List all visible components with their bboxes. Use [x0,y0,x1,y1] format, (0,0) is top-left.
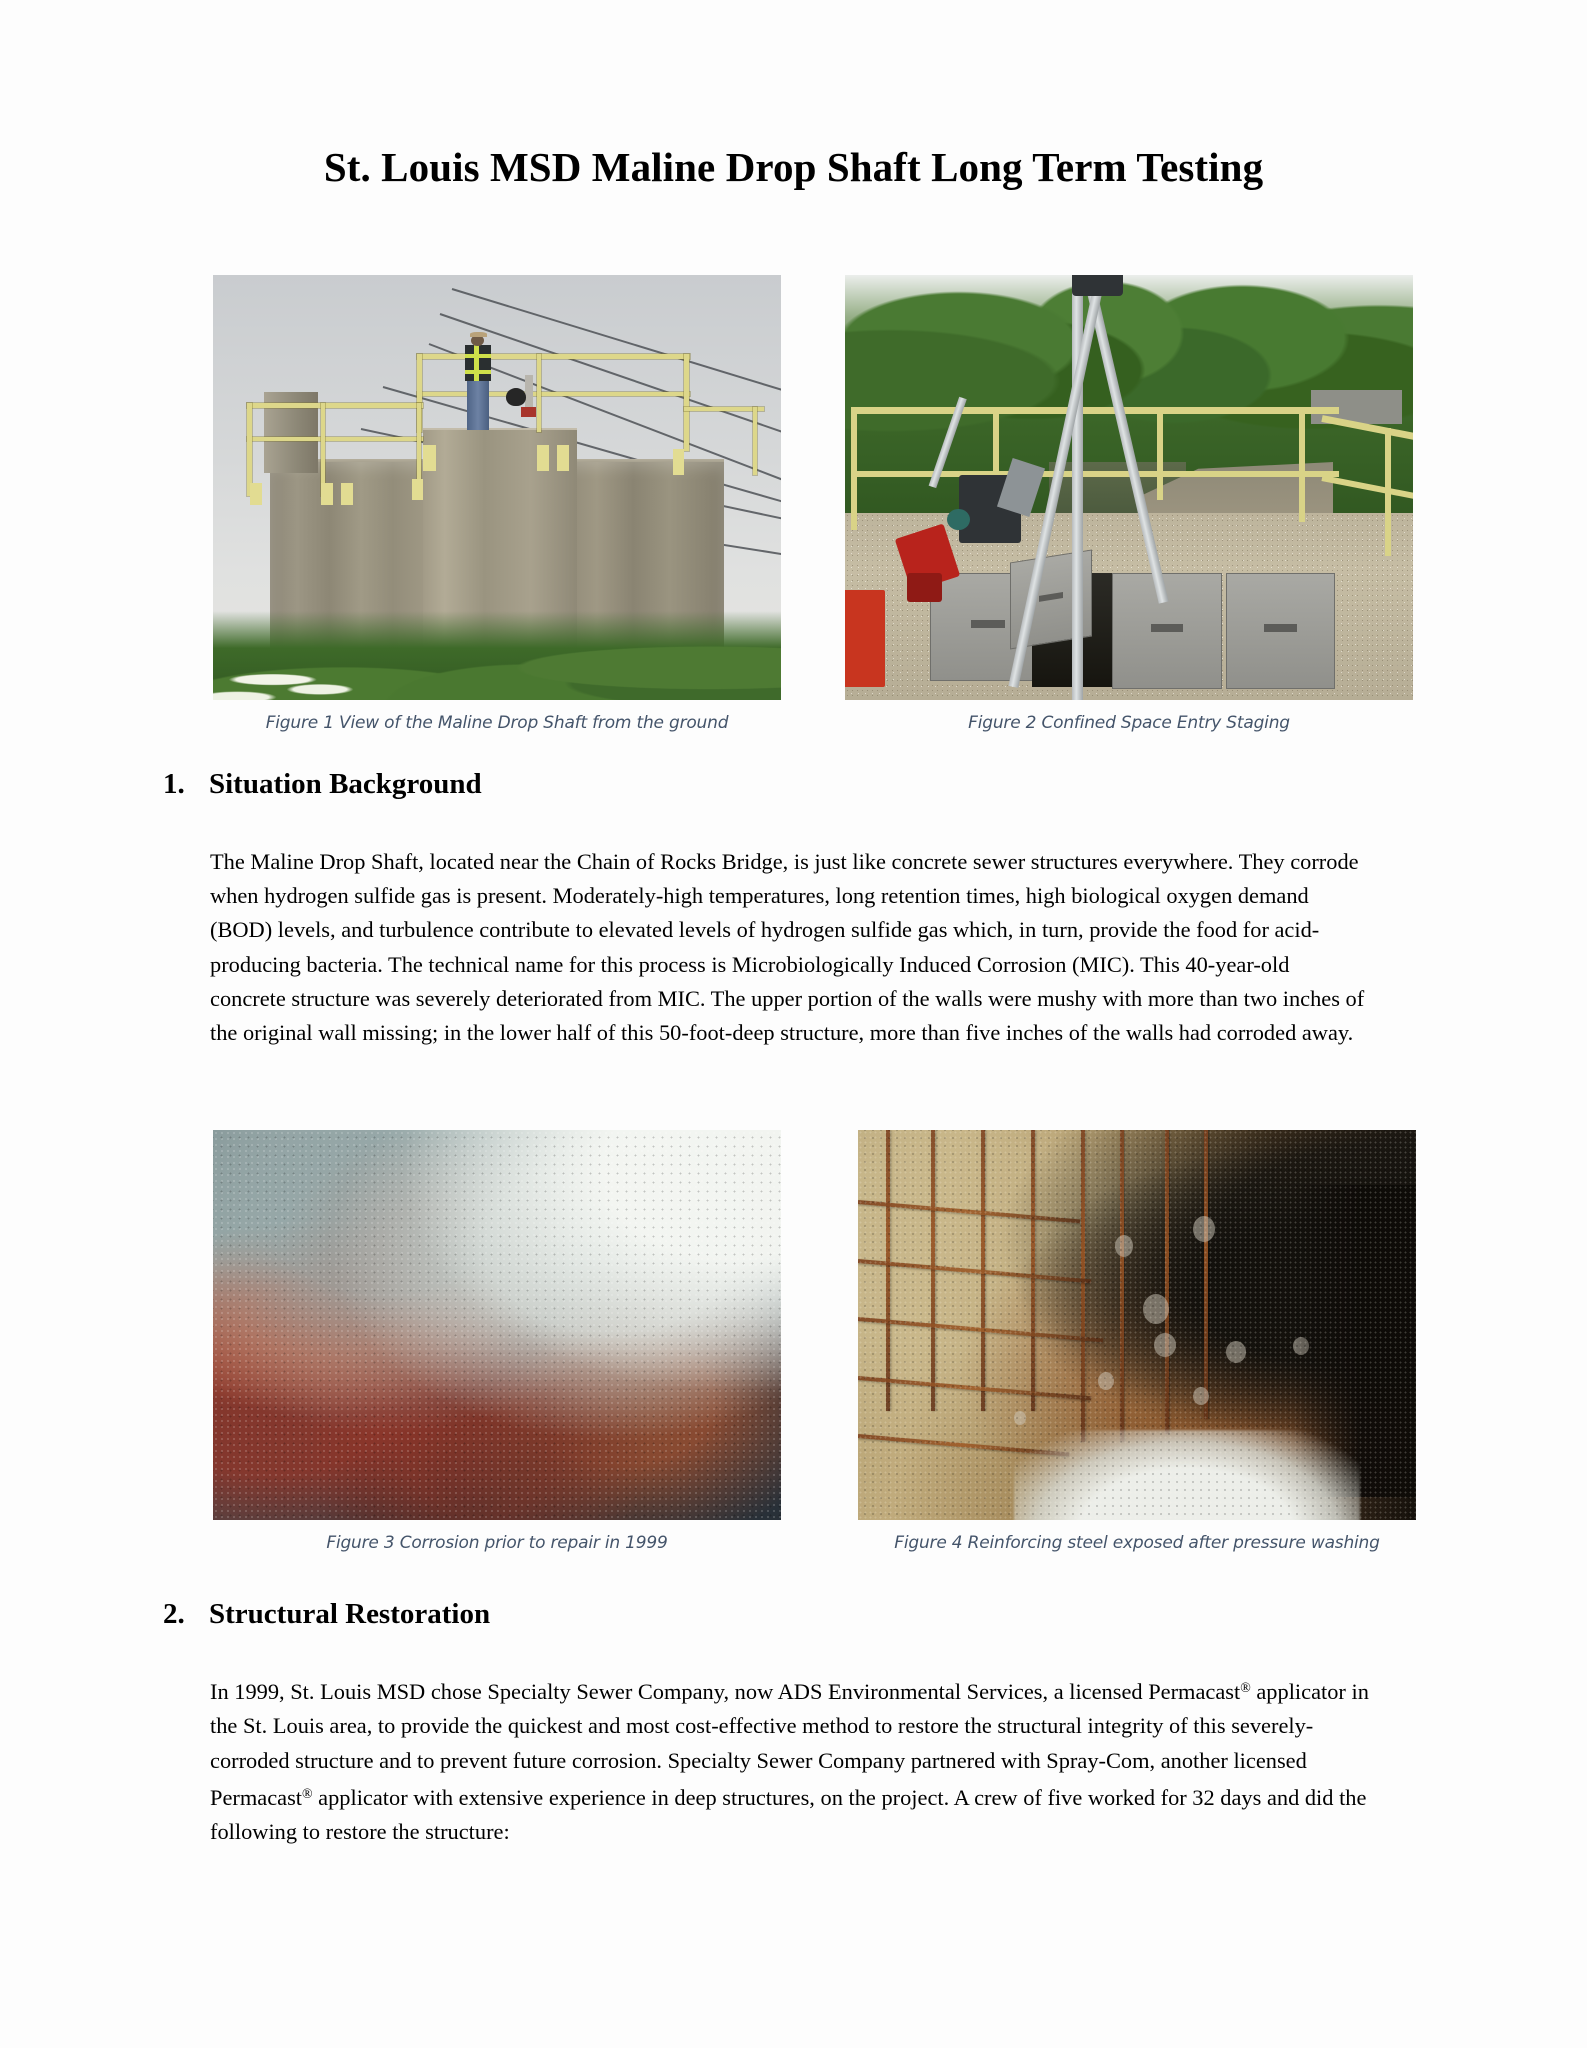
registered-trademark-icon-1: ® [1240,1681,1251,1696]
figure-1-image [213,275,781,700]
section-title-1: Situation Background [209,768,482,800]
figure-3-caption: Figure 3 Corrosion prior to repair in 1999 [326,1533,668,1553]
section-2-text-part-2: applicator in the St. Louis area, to provide the quickest and most cost-effective method to restore the structural integrity of this severely-corroded structure and to prevent future corrosion. Specialty Sewer Company partnered with Spray-Com, another licensed Permacast [210,1679,1369,1811]
figure-4 [858,1130,1416,1555]
figure-2-caption: Figure 2 Confined Space Entry Staging [968,713,1290,733]
figure-3-image [213,1130,781,1520]
section-paragraph-1: The Maline Drop Shaft, located near the Chain of Rocks Bridge, is just like concrete sewer structures everywhere. They corrode when hydrogen sulfide gas is present. Moderately-high temperatures, long retention times, high biological oxygen demand (BOD) levels, and turbulence contribute to elevated levels of hydrogen sulfide gas which, in turn, provide the food for acid-producing bacteria. The technical name for this process is Microbiologically Induced Corrosion (MIC). This 40-year-old concrete structure was severely deteriorated from MIC. The upper portion of the walls were mushy with more than two inches of the original wall missing; in the lower half of this 50-foot-deep structure, more than five inches of the walls had corroded away. [210,849,1365,1046]
section-heading-1 [163,768,482,801]
figure-1 [213,275,781,735]
section-paragraph-2 [210,1672,1375,1849]
figure-4-caption: Figure 4 Reinforcing steel exposed after pressure washing [894,1533,1380,1553]
figure-2 [845,275,1413,735]
figure-1-caption: Figure 1 View of the Maline Drop Shaft from the ground [265,713,729,733]
section-2-text-part-1: In 1999, St. Louis MSD chose Specialty Sewer Company, now ADS Environmental Services, a licensed Permacast [210,1679,1241,1705]
section-title-2: Structural Restoration [209,1598,491,1630]
section-number-2: 2. [163,1598,185,1630]
figure-2-image [845,275,1413,700]
section-2-text-part-3: applicator with extensive experience in deep structures, on the project. A crew of five worked for 32 days and did the following to restore the structure: [210,1785,1367,1845]
page-title: St. Louis MSD Maline Drop Shaft Long Term Testing [323,144,1264,190]
figure-4-image [858,1130,1416,1520]
figure-3 [213,1130,781,1555]
section-heading-2 [163,1598,490,1631]
registered-trademark-icon-2: ® [302,1786,313,1802]
section-number-1: 1. [163,768,185,800]
